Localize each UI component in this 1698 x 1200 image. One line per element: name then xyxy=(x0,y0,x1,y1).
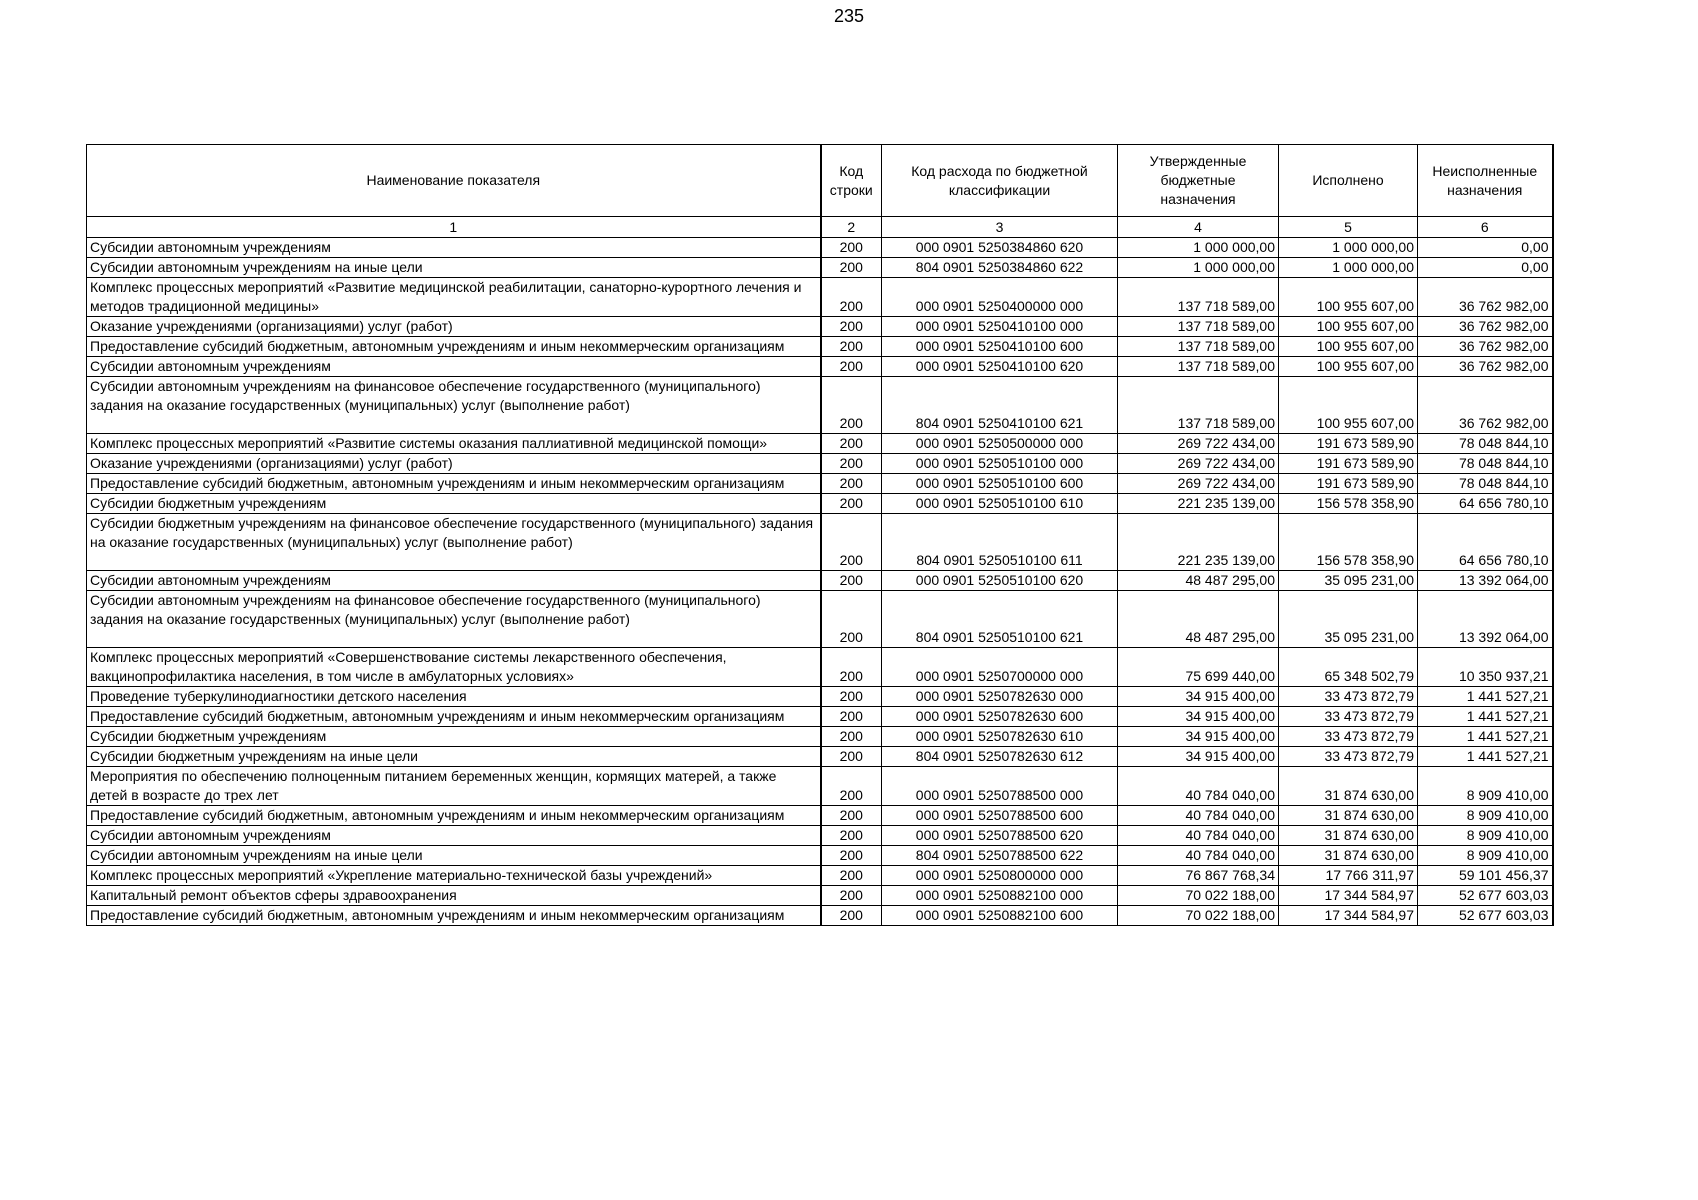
table-row xyxy=(87,767,1553,806)
line-code-cell: 200 xyxy=(821,806,882,826)
executed-amount-cell: 17 344 584,97 xyxy=(1279,886,1418,906)
unexecuted-amount-cell: 0,00 xyxy=(1418,238,1553,258)
line-code-cell: 200 xyxy=(821,258,882,278)
indicator-name-cell: Капитальный ремонт объектов сферы здравоохранения xyxy=(87,886,821,906)
approved-amount-cell: 48 487 295,00 xyxy=(1118,591,1279,648)
executed-amount-cell: 191 673 589,90 xyxy=(1279,434,1418,454)
header-budget-classification-code: Код расхода по бюджетной классификации xyxy=(882,145,1118,217)
line-code-cell: 200 xyxy=(821,317,882,337)
budget-code-cell: 804 0901 5250510100 611 xyxy=(882,514,1118,571)
indicator-name-cell: Субсидии автономным учреждениям на финансовое обеспечение государственного (муниципального) задания на оказание государственных (муниципальных) услуг (выполнение работ) xyxy=(87,377,821,434)
indicator-name-cell: Комплекс процессных мероприятий «Укрепление материально-технической базы учреждений» xyxy=(87,866,821,886)
unexecuted-amount-cell: 8 909 410,00 xyxy=(1418,767,1553,806)
budget-code-cell: 000 0901 5250410100 000 xyxy=(882,317,1118,337)
table-row xyxy=(87,377,1553,434)
line-code-cell: 200 xyxy=(821,337,882,357)
line-code-cell: 200 xyxy=(821,454,882,474)
budget-code-cell: 000 0901 5250410100 600 xyxy=(882,337,1118,357)
table-row xyxy=(87,514,1553,571)
approved-amount-cell: 75 699 440,00 xyxy=(1118,648,1279,687)
budget-code-cell: 000 0901 5250788500 620 xyxy=(882,826,1118,846)
table-row xyxy=(87,434,1553,454)
indicator-name-cell: Комплекс процессных мероприятий «Развитие медицинской реабилитации, санаторно-курортного лечения и методов традиционной медицины» xyxy=(87,278,821,317)
header-line-code: Код строки xyxy=(821,145,882,217)
executed-amount-cell: 191 673 589,90 xyxy=(1279,454,1418,474)
line-code-cell: 200 xyxy=(821,571,882,591)
budget-code-cell: 000 0901 5250510100 620 xyxy=(882,571,1118,591)
indicator-name-cell: Субсидии автономным учреждениям xyxy=(87,571,821,591)
executed-amount-cell: 31 874 630,00 xyxy=(1279,846,1418,866)
line-code-cell: 200 xyxy=(821,886,882,906)
approved-amount-cell: 40 784 040,00 xyxy=(1118,826,1279,846)
executed-amount-cell: 17 766 311,97 xyxy=(1279,866,1418,886)
unexecuted-amount-cell: 1 441 527,21 xyxy=(1418,707,1553,727)
table-row xyxy=(87,337,1553,357)
executed-amount-cell: 191 673 589,90 xyxy=(1279,474,1418,494)
unexecuted-amount-cell: 0,00 xyxy=(1418,258,1553,278)
indicator-name-cell: Субсидии автономным учреждениям xyxy=(87,238,821,258)
table-row xyxy=(87,648,1553,687)
table-row xyxy=(87,687,1553,707)
indicator-name-cell: Субсидии бюджетным учреждениям xyxy=(87,494,821,514)
budget-code-cell: 000 0901 5250410100 620 xyxy=(882,357,1118,377)
header-indicator-name: Наименование показателя xyxy=(87,145,821,217)
budget-code-cell: 804 0901 5250782630 612 xyxy=(882,747,1118,767)
table-row xyxy=(87,886,1553,906)
unexecuted-amount-cell: 36 762 982,00 xyxy=(1418,357,1553,377)
table-row xyxy=(87,707,1553,727)
table-row xyxy=(87,727,1553,747)
unexecuted-amount-cell: 78 048 844,10 xyxy=(1418,474,1553,494)
approved-amount-cell: 70 022 188,00 xyxy=(1118,886,1279,906)
executed-amount-cell: 17 344 584,97 xyxy=(1279,906,1418,926)
table-row xyxy=(87,474,1553,494)
approved-amount-cell: 40 784 040,00 xyxy=(1118,767,1279,806)
table-row xyxy=(87,454,1553,474)
line-code-cell: 200 xyxy=(821,238,882,258)
table-row xyxy=(87,826,1553,846)
executed-amount-cell: 33 473 872,79 xyxy=(1279,687,1418,707)
approved-amount-cell: 269 722 434,00 xyxy=(1118,434,1279,454)
approved-amount-cell: 40 784 040,00 xyxy=(1118,846,1279,866)
table-row xyxy=(87,357,1553,377)
indicator-name-cell: Комплекс процессных мероприятий «Совершенствование системы лекарственного обеспечения, вакцинопрофилактика населения, в том числе в амбулаторных условиях» xyxy=(87,648,821,687)
executed-amount-cell: 33 473 872,79 xyxy=(1279,727,1418,747)
budget-code-cell: 804 0901 5250384860 622 xyxy=(882,258,1118,278)
approved-amount-cell: 34 915 400,00 xyxy=(1118,747,1279,767)
line-code-cell: 200 xyxy=(821,767,882,806)
unexecuted-amount-cell: 78 048 844,10 xyxy=(1418,434,1553,454)
approved-amount-cell: 137 718 589,00 xyxy=(1118,357,1279,377)
indicator-name-cell: Предоставление субсидий бюджетным, автономным учреждениям и иным некоммерческим организациям xyxy=(87,707,821,727)
approved-amount-cell: 34 915 400,00 xyxy=(1118,687,1279,707)
executed-amount-cell: 1 000 000,00 xyxy=(1279,238,1418,258)
line-code-cell: 200 xyxy=(821,357,882,377)
executed-amount-cell: 156 578 358,90 xyxy=(1279,514,1418,571)
budget-code-cell: 804 0901 5250510100 621 xyxy=(882,591,1118,648)
approved-amount-cell: 48 487 295,00 xyxy=(1118,571,1279,591)
line-code-cell: 200 xyxy=(821,377,882,434)
table-row xyxy=(87,238,1553,258)
approved-amount-cell: 269 722 434,00 xyxy=(1118,454,1279,474)
executed-amount-cell: 31 874 630,00 xyxy=(1279,767,1418,806)
approved-amount-cell: 1 000 000,00 xyxy=(1118,258,1279,278)
executed-amount-cell: 65 348 502,79 xyxy=(1279,648,1418,687)
budget-code-cell: 000 0901 5250788500 600 xyxy=(882,806,1118,826)
table-row xyxy=(87,317,1553,337)
table-row xyxy=(87,591,1553,648)
executed-amount-cell: 100 955 607,00 xyxy=(1279,317,1418,337)
unexecuted-amount-cell: 1 441 527,21 xyxy=(1418,727,1553,747)
unexecuted-amount-cell: 36 762 982,00 xyxy=(1418,278,1553,317)
budget-code-cell: 804 0901 5250788500 622 xyxy=(882,846,1118,866)
indicator-name-cell: Субсидии автономным учреждениям на финансовое обеспечение государственного (муниципального) задания на оказание государственных (муниципальных) услуг (выполнение работ) xyxy=(87,591,821,648)
header-executed: Исполнено xyxy=(1279,145,1418,217)
executed-amount-cell: 156 578 358,90 xyxy=(1279,494,1418,514)
unexecuted-amount-cell: 8 909 410,00 xyxy=(1418,806,1553,826)
executed-amount-cell: 1 000 000,00 xyxy=(1279,258,1418,278)
budget-code-cell: 000 0901 5250400000 000 xyxy=(882,278,1118,317)
executed-amount-cell: 100 955 607,00 xyxy=(1279,278,1418,317)
executed-amount-cell: 100 955 607,00 xyxy=(1279,377,1418,434)
line-code-cell: 200 xyxy=(821,826,882,846)
table-header-row xyxy=(87,145,1553,217)
line-code-cell: 200 xyxy=(821,866,882,886)
budget-execution-table xyxy=(86,144,1554,926)
line-code-cell: 200 xyxy=(821,514,882,571)
approved-amount-cell: 34 915 400,00 xyxy=(1118,707,1279,727)
indicator-name-cell: Субсидии автономным учреждениям xyxy=(87,357,821,377)
indicator-name-cell: Оказание учреждениями (организациями) услуг (работ) xyxy=(87,317,821,337)
header-unexecuted-appropriations: Неисполненные назначения xyxy=(1418,145,1553,217)
unexecuted-amount-cell: 36 762 982,00 xyxy=(1418,317,1553,337)
unexecuted-amount-cell: 64 656 780,10 xyxy=(1418,514,1553,571)
indicator-name-cell: Субсидии автономным учреждениям xyxy=(87,826,821,846)
unexecuted-amount-cell: 10 350 937,21 xyxy=(1418,648,1553,687)
executed-amount-cell: 100 955 607,00 xyxy=(1279,357,1418,377)
table-row xyxy=(87,494,1553,514)
unexecuted-amount-cell: 36 762 982,00 xyxy=(1418,337,1553,357)
indicator-name-cell: Субсидии автономным учреждениям на иные цели xyxy=(87,258,821,278)
budget-code-cell: 000 0901 5250510100 600 xyxy=(882,474,1118,494)
unexecuted-amount-cell: 36 762 982,00 xyxy=(1418,377,1553,434)
unexecuted-amount-cell: 1 441 527,21 xyxy=(1418,747,1553,767)
table-row xyxy=(87,846,1553,866)
unexecuted-amount-cell: 52 677 603,03 xyxy=(1418,886,1553,906)
indicator-name-cell: Предоставление субсидий бюджетным, автономным учреждениям и иным некоммерческим организациям xyxy=(87,906,821,926)
budget-code-cell: 000 0901 5250510100 610 xyxy=(882,494,1118,514)
budget-code-cell: 000 0901 5250500000 000 xyxy=(882,434,1118,454)
table-row xyxy=(87,258,1553,278)
column-number: 6 xyxy=(1418,217,1553,238)
line-code-cell: 200 xyxy=(821,846,882,866)
line-code-cell: 200 xyxy=(821,707,882,727)
column-number-row xyxy=(87,217,1553,238)
approved-amount-cell: 137 718 589,00 xyxy=(1118,278,1279,317)
unexecuted-amount-cell: 1 441 527,21 xyxy=(1418,687,1553,707)
table-body xyxy=(87,238,1553,926)
approved-amount-cell: 137 718 589,00 xyxy=(1118,317,1279,337)
unexecuted-amount-cell: 13 392 064,00 xyxy=(1418,591,1553,648)
unexecuted-amount-cell: 78 048 844,10 xyxy=(1418,454,1553,474)
approved-amount-cell: 76 867 768,34 xyxy=(1118,866,1279,886)
indicator-name-cell: Проведение туберкулинодиагностики детского населения xyxy=(87,687,821,707)
executed-amount-cell: 31 874 630,00 xyxy=(1279,826,1418,846)
indicator-name-cell: Субсидии автономным учреждениям на иные цели xyxy=(87,846,821,866)
approved-amount-cell: 137 718 589,00 xyxy=(1118,377,1279,434)
column-number: 4 xyxy=(1118,217,1279,238)
budget-code-cell: 000 0901 5250510100 000 xyxy=(882,454,1118,474)
column-number: 2 xyxy=(821,217,882,238)
executed-amount-cell: 35 095 231,00 xyxy=(1279,591,1418,648)
executed-amount-cell: 33 473 872,79 xyxy=(1279,707,1418,727)
budget-code-cell: 000 0901 5250384860 620 xyxy=(882,238,1118,258)
budget-code-cell: 000 0901 5250782630 000 xyxy=(882,687,1118,707)
unexecuted-amount-cell: 52 677 603,03 xyxy=(1418,906,1553,926)
table-row xyxy=(87,906,1553,926)
line-code-cell: 200 xyxy=(821,434,882,454)
table-row xyxy=(87,866,1553,886)
indicator-name-cell: Субсидии бюджетным учреждениям на финансовое обеспечение государственного (муниципального) задания на оказание государственных (муниципальных) услуг (выполнение работ) xyxy=(87,514,821,571)
unexecuted-amount-cell: 13 392 064,00 xyxy=(1418,571,1553,591)
executed-amount-cell: 35 095 231,00 xyxy=(1279,571,1418,591)
indicator-name-cell: Оказание учреждениями (организациями) услуг (работ) xyxy=(87,454,821,474)
line-code-cell: 200 xyxy=(821,906,882,926)
budget-code-cell: 000 0901 5250788500 000 xyxy=(882,767,1118,806)
table-row xyxy=(87,806,1553,826)
unexecuted-amount-cell: 8 909 410,00 xyxy=(1418,846,1553,866)
line-code-cell: 200 xyxy=(821,727,882,747)
table-row xyxy=(87,747,1553,767)
budget-code-cell: 000 0901 5250800000 000 xyxy=(882,866,1118,886)
table-row xyxy=(87,571,1553,591)
line-code-cell: 200 xyxy=(821,687,882,707)
budget-code-cell: 000 0901 5250782630 610 xyxy=(882,727,1118,747)
indicator-name-cell: Мероприятия по обеспечению полноценным питанием беременных женщин, кормящих матерей, а также детей в возрасте до трех лет xyxy=(87,767,821,806)
executed-amount-cell: 100 955 607,00 xyxy=(1279,337,1418,357)
approved-amount-cell: 34 915 400,00 xyxy=(1118,727,1279,747)
line-code-cell: 200 xyxy=(821,747,882,767)
unexecuted-amount-cell: 64 656 780,10 xyxy=(1418,494,1553,514)
indicator-name-cell: Предоставление субсидий бюджетным, автономным учреждениям и иным некоммерческим организациям xyxy=(87,806,821,826)
indicator-name-cell: Субсидии бюджетным учреждениям на иные цели xyxy=(87,747,821,767)
executed-amount-cell: 33 473 872,79 xyxy=(1279,747,1418,767)
indicator-name-cell: Предоставление субсидий бюджетным, автономным учреждениям и иным некоммерческим организациям xyxy=(87,337,821,357)
indicator-name-cell: Комплекс процессных мероприятий «Развитие системы оказания паллиативной медицинской помощи» xyxy=(87,434,821,454)
approved-amount-cell: 269 722 434,00 xyxy=(1118,474,1279,494)
indicator-name-cell: Предоставление субсидий бюджетным, автономным учреждениям и иным некоммерческим организациям xyxy=(87,474,821,494)
approved-amount-cell: 221 235 139,00 xyxy=(1118,514,1279,571)
approved-amount-cell: 70 022 188,00 xyxy=(1118,906,1279,926)
line-code-cell: 200 xyxy=(821,494,882,514)
budget-code-cell: 000 0901 5250882100 000 xyxy=(882,886,1118,906)
budget-code-cell: 804 0901 5250410100 621 xyxy=(882,377,1118,434)
header-approved-appropriations: Утвержденные бюджетные назначения xyxy=(1118,145,1279,217)
unexecuted-amount-cell: 8 909 410,00 xyxy=(1418,826,1553,846)
approved-amount-cell: 40 784 040,00 xyxy=(1118,806,1279,826)
line-code-cell: 200 xyxy=(821,591,882,648)
budget-code-cell: 000 0901 5250782630 600 xyxy=(882,707,1118,727)
column-number: 3 xyxy=(882,217,1118,238)
executed-amount-cell: 31 874 630,00 xyxy=(1279,806,1418,826)
approved-amount-cell: 1 000 000,00 xyxy=(1118,238,1279,258)
approved-amount-cell: 137 718 589,00 xyxy=(1118,337,1279,357)
page-number: 235 xyxy=(833,6,865,26)
budget-code-cell: 000 0901 5250882100 600 xyxy=(882,906,1118,926)
approved-amount-cell: 221 235 139,00 xyxy=(1118,494,1279,514)
column-number: 1 xyxy=(87,217,821,238)
indicator-name-cell: Субсидии бюджетным учреждениям xyxy=(87,727,821,747)
budget-code-cell: 000 0901 5250700000 000 xyxy=(882,648,1118,687)
line-code-cell: 200 xyxy=(821,648,882,687)
column-number: 5 xyxy=(1279,217,1418,238)
line-code-cell: 200 xyxy=(821,278,882,317)
unexecuted-amount-cell: 59 101 456,37 xyxy=(1418,866,1553,886)
table-row xyxy=(87,278,1553,317)
line-code-cell: 200 xyxy=(821,474,882,494)
